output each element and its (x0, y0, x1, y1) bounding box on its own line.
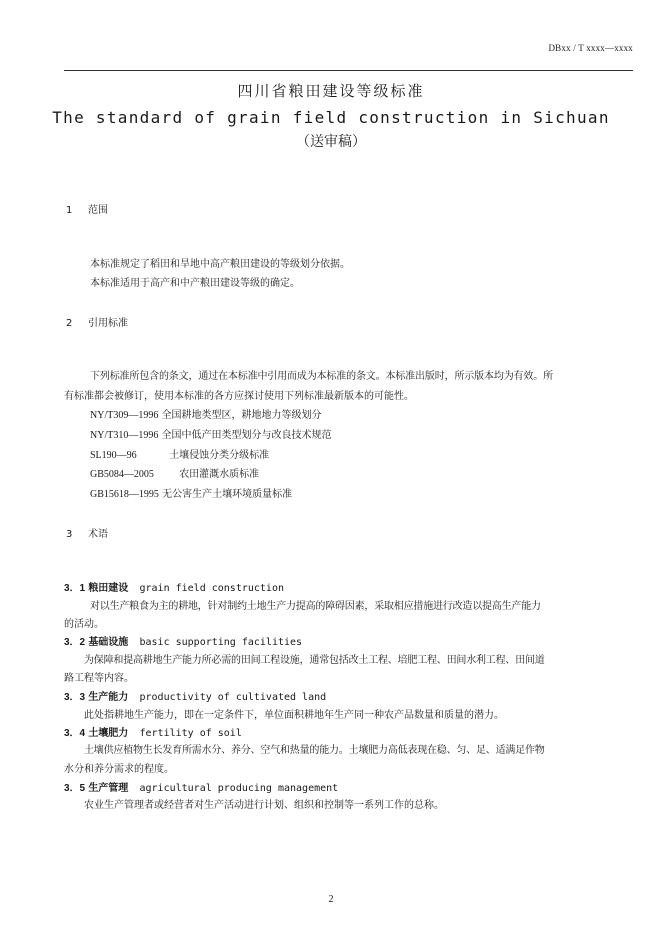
term-english: fertility of soil (139, 728, 242, 739)
section-title: 术语 (88, 529, 108, 540)
reference-code: NY/T309—1996 (90, 410, 159, 421)
term-number: 3．4 (64, 728, 86, 739)
page-number: 2 (328, 894, 334, 905)
term-number: 3．1 (64, 583, 86, 594)
term-heading (64, 688, 326, 703)
term-body-line-2: 的活动。 (64, 619, 104, 630)
section-title: 引用标准 (88, 318, 128, 329)
references-intro-line-1: 下列标准所包含的条文，通过在本标准中引用而成为本标准的条文。本标准出版时，所示版本均为有效。所 (90, 371, 553, 382)
section-number: 2 (66, 318, 73, 329)
term-number: 3．5 (64, 783, 86, 794)
reference-item (90, 465, 259, 480)
term-number: 3．3 (64, 692, 86, 703)
term-body-line-1: 对以生产粮食为主的耕地，针对制约土地生产力提高的障碍因素，采取相应措施进行改造以提高生产能力 (90, 601, 541, 612)
header-rule (64, 70, 633, 71)
reference-title: 全国中低产田类型划分与改良技术规范 (161, 430, 332, 441)
draft-status: （送审稿） (296, 134, 366, 150)
term-chinese: 生产管理 (88, 783, 129, 794)
reference-item (90, 446, 269, 461)
section-number: 1 (66, 205, 73, 216)
reference-code: SL190—96 (90, 450, 137, 461)
reference-title: 农田灌溉水质标准 (179, 469, 260, 480)
term-heading (64, 724, 242, 739)
section-scope-heading (66, 201, 108, 216)
scope-line-2: 本标准适用于高产和中产粮田建设等级的确定。 (90, 278, 300, 289)
term-body-line-2: 路工程等内容。 (64, 673, 134, 684)
term-body-line-1: 农业生产管理者或经营者对生产活动进行计划、组织和控制等一系列工作的总称。 (84, 800, 444, 811)
term-english: agricultural producing management (139, 783, 339, 794)
term-english: grain field construction (139, 583, 284, 594)
term-heading (64, 579, 284, 594)
document-code: DBxx / T xxxx—xxxx (548, 43, 633, 53)
term-chinese: 基础设施 (88, 637, 129, 648)
scope-line-1: 本标准规定了稻田和旱地中高产粮田建设的等级划分依据。 (90, 259, 350, 270)
title-chinese: 四川省粮田建设等级标准 (237, 82, 425, 100)
term-heading (64, 779, 338, 794)
term-body-line-2: 水分和养分需求的程度。 (64, 764, 174, 775)
section-references-heading (66, 314, 128, 329)
section-title: 范围 (88, 205, 108, 216)
term-chinese: 粮田建设 (88, 583, 129, 594)
section-terms-heading (66, 525, 108, 540)
term-english: basic supporting facilities (139, 637, 303, 648)
title-english: The standard of grain field construction in Sichuan (52, 108, 610, 127)
term-english: productivity of cultivated land (139, 692, 327, 703)
term-body-line-1: 土壤供应植物生长发育所需水分、养分、空气和热量的能力。土壤肥力高低表现在稳、匀、足、适满足作物 (84, 745, 545, 756)
term-chinese: 生产能力 (88, 692, 129, 703)
reference-code: GB5084—2005 (90, 469, 154, 480)
reference-item (90, 485, 292, 500)
reference-item (90, 406, 322, 421)
references-intro-line-2: 有标准都会被修订，使用本标准的各方应探讨使用下列标准最新版本的可能性。 (64, 391, 414, 402)
reference-title: 无公害生产土壤环境质量标准 (162, 489, 293, 500)
reference-item (90, 426, 332, 441)
term-body-line-1: 为保障和提高耕地生产能力所必需的田间工程设施，通常包括改土工程、培肥工程、田间水利工程、田间道 (84, 655, 545, 666)
reference-code: NY/T310—1996 (90, 430, 159, 441)
term-body-line-1: 此处指耕地生产能力，即在一定条件下，单位面积耕地年生产同一种农产品数量和质量的潜力。 (84, 710, 504, 721)
term-heading (64, 633, 302, 648)
section-number: 3 (66, 529, 73, 540)
reference-title: 土壤侵蚀分类分级标准 (169, 450, 270, 461)
reference-code: GB15618—1995 (90, 489, 159, 500)
reference-title: 全国耕地类型区，耕地地力等级划分 (161, 410, 322, 421)
term-chinese: 土壤肥力 (88, 728, 129, 739)
term-number: 3．2 (64, 637, 86, 648)
